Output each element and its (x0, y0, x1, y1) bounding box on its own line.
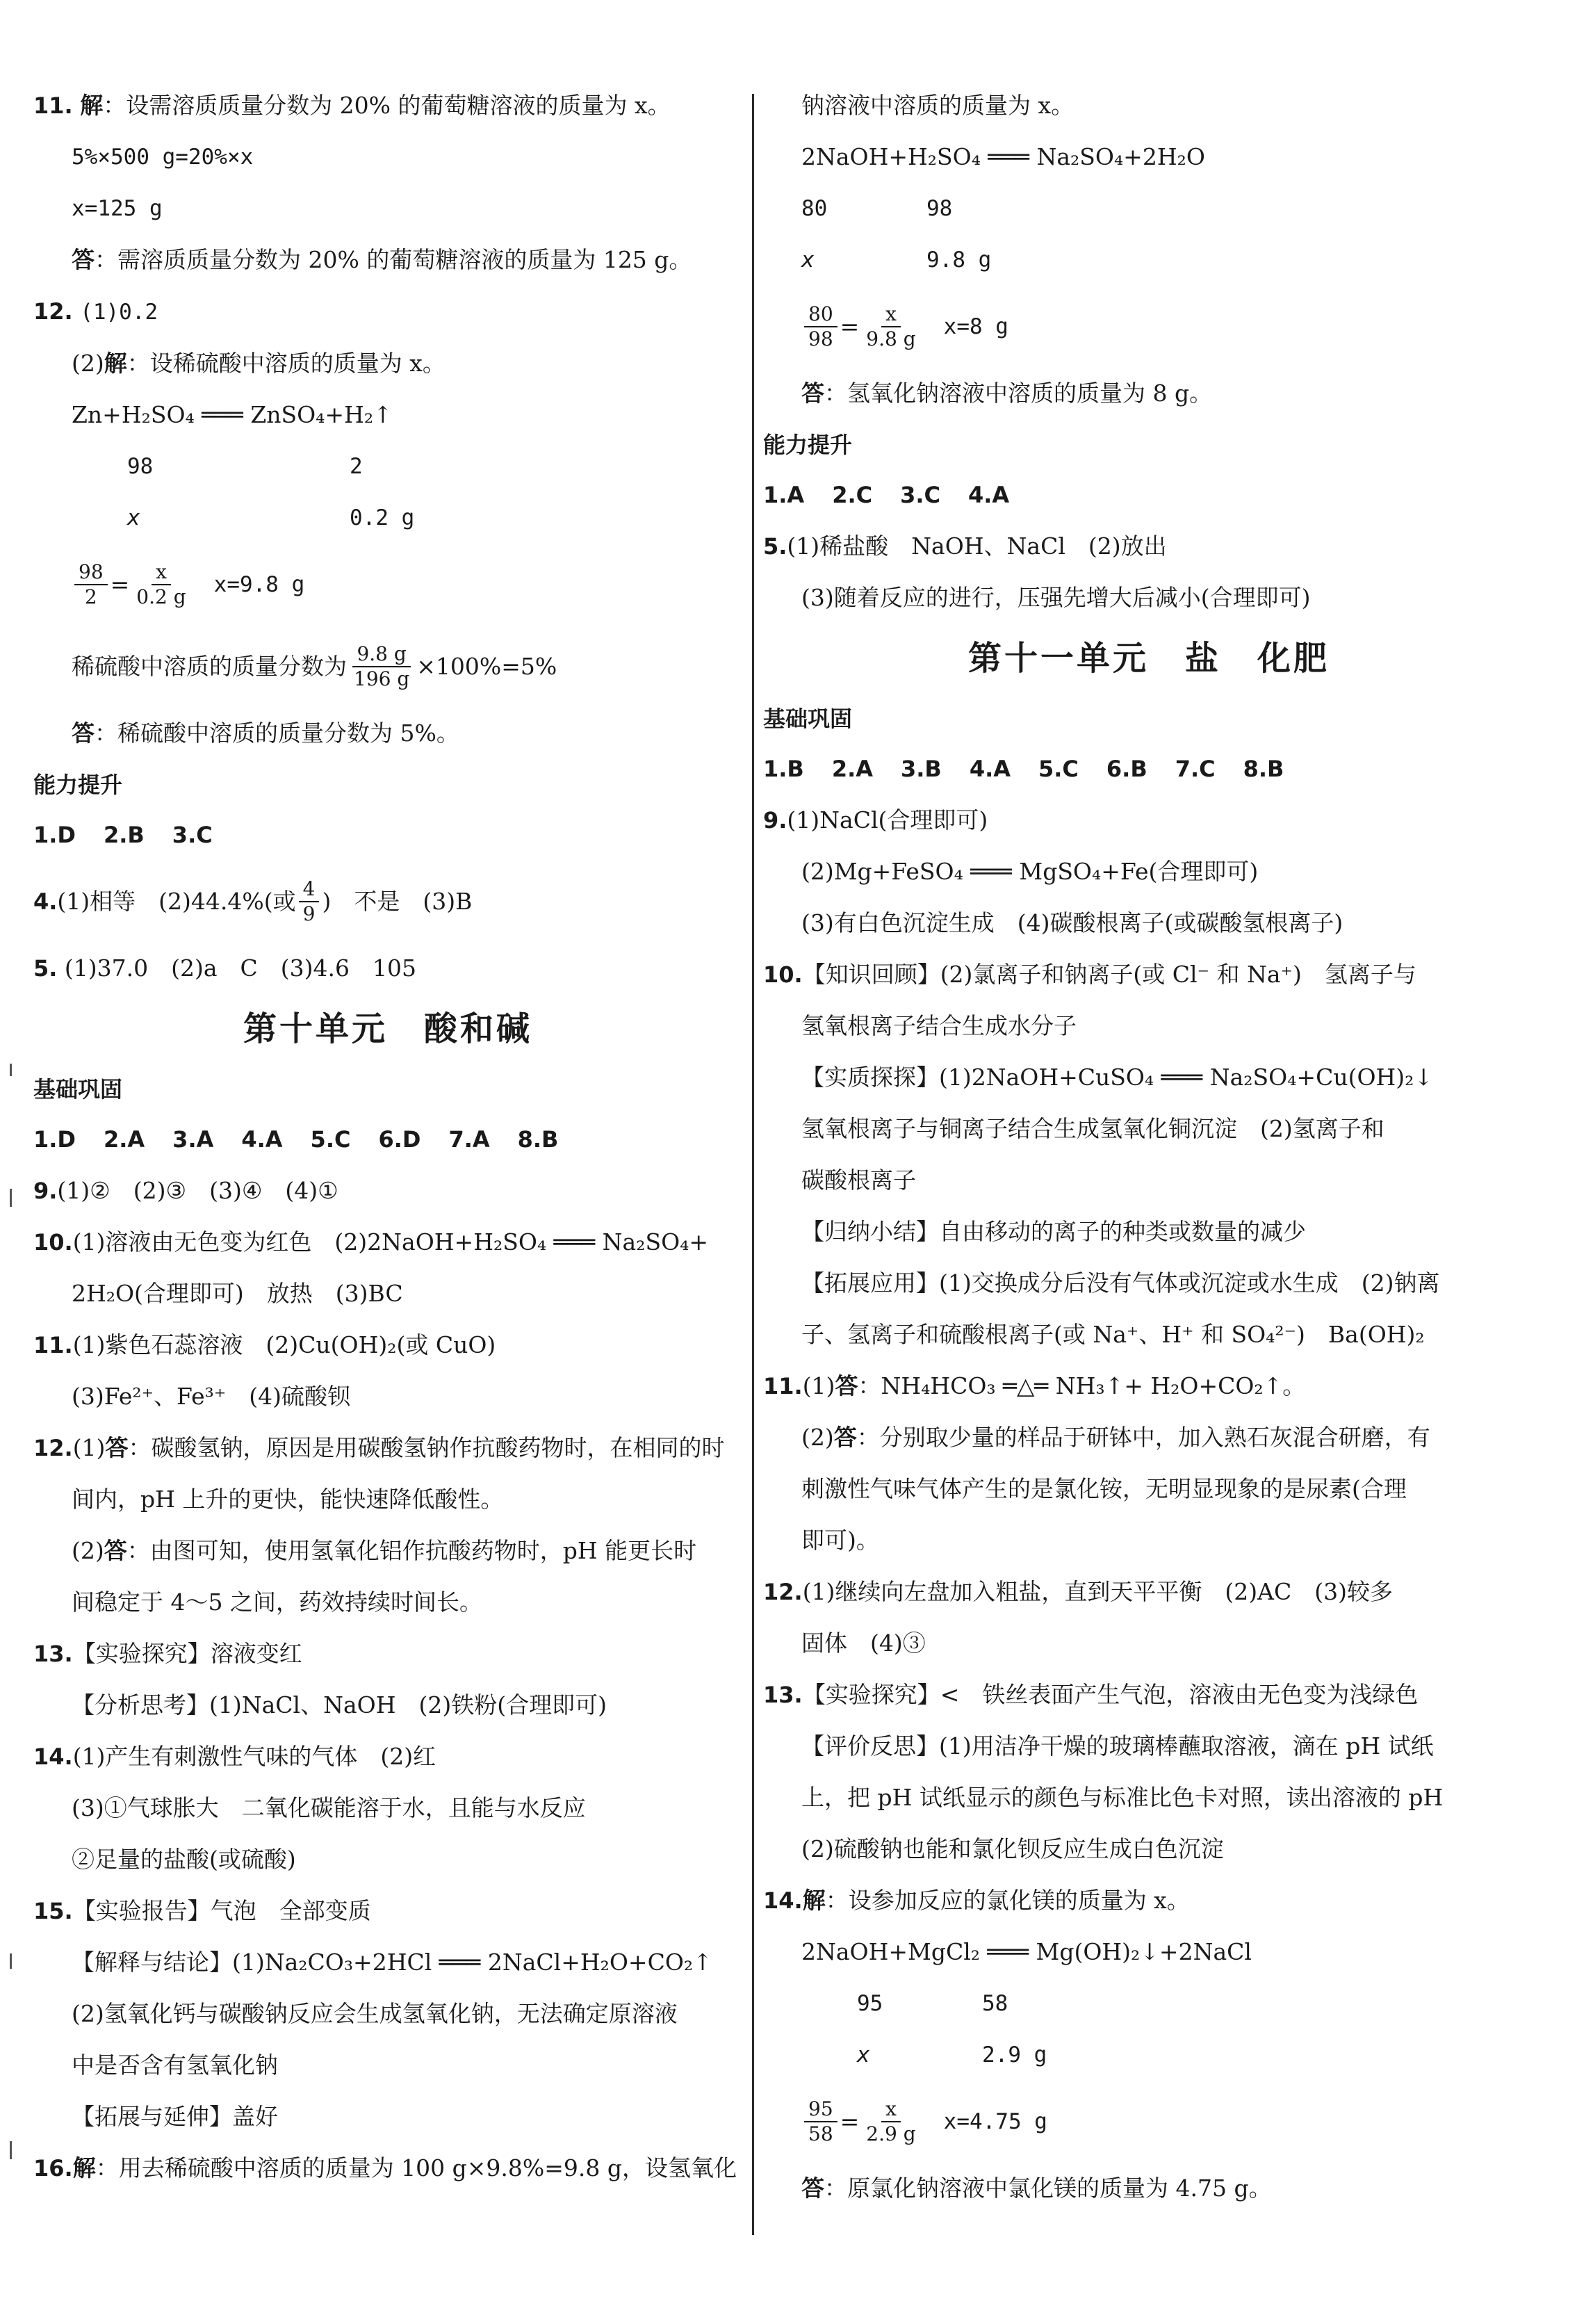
answer-10: 10.【知识回顾】(2)氯离子和钠离子(或 Cl⁻ 和 Na⁺) 氢离子与 (763, 961, 1416, 988)
answer-5: 5.(1)稀盐酸 NaOH、NaCl (2)放出 (763, 533, 1167, 560)
answer-line: ②足量的盐酸(或硫酸) (72, 1846, 296, 1873)
mcq-answers: 1.D 2.B 3.C (33, 822, 213, 848)
answer-line: (2)答：分别取少量的样品于研钵中，加入熟石灰混合研磨，有 (801, 1424, 1430, 1451)
margin-mark (10, 1064, 12, 1076)
right-column (763, 90, 1535, 2225)
mass-row: 80 98 (801, 196, 953, 221)
answer-line: 间内，pH 上升的更快，能快速降低酸性。 (72, 1486, 504, 1513)
mcq-answers: 1.A 2.C 3.C 4.A (763, 482, 1010, 508)
answer-15: 15.【实验报告】气泡 全部变质 (33, 1897, 371, 1924)
answer-13: 13.【实验探究】< 铁丝表面产生气泡，溶液由无色变为浅绿色 (763, 1681, 1419, 1708)
mass-fraction: 稀硫酸中溶质的质量分数为 $\frac{9.8 g}{196 g}$ ×100%=5% (72, 642, 557, 690)
answer-line: 上，把 pH 试纸显示的颜色与标准比色卡对照，读出溶液的 pH (801, 1784, 1444, 1811)
answer-line: (3)随着反应的进行，压强先增大后减小(合理即可) (801, 584, 1311, 611)
answer-line: 【归纳小结】自由移动的离子的种类或数量的减少 (801, 1218, 1306, 1245)
answer-line: 氢氧根离子与铜离子结合生成氢氧化铜沉淀 (2)氢离子和 (801, 1115, 1384, 1142)
ratio-equation: $\frac{80}{98}$ = $\frac{x}{9.8 g}$ x=8 g (763, 296, 1535, 357)
equation: x=125 g (72, 196, 163, 221)
answer-statement: 答：稀硫酸中溶质的质量分数为 5%。 (72, 720, 459, 747)
chemical-equation: Zn+H₂SO₄ ═══ ZnSO₄+H₂↑ (72, 401, 393, 428)
section-title: 基础巩固 (763, 706, 853, 732)
answer-line: (2)氢氧化钙与碳酸钠反应会生成氢氧化钠，无法确定原溶液 (72, 2000, 678, 2027)
answer-line: 【拓展应用】(1)交换成分后没有气体或沉淀或水生成 (2)钠离 (801, 1269, 1440, 1297)
section-title: 能力提升 (763, 432, 853, 458)
answer-line: 间稳定于 4～5 之间，药效持续时间长。 (72, 1588, 482, 1616)
answer-10: 10.(1)溶液由无色变为红色 (2)2NaOH+H₂SO₄ ═══ Na₂SO₄+ (33, 1228, 709, 1256)
answer-11: 11. 解：设需溶质质量分数为 20% 的葡萄糖溶液的质量为 x。 (33, 92, 671, 119)
answer-11: 11.(1)答：NH₄HCO₃ ═△═ NH₃↑+ H₂O+CO₂↑。 (763, 1372, 1306, 1399)
margin-mark (10, 2141, 12, 2159)
answer-line: 即可)。 (801, 1527, 879, 1554)
answer-line: (2)答：由图可知，使用氢氧化铝作抗酸药物时，pH 能更长时 (72, 1537, 697, 1564)
mass-row: 95 58 (857, 1991, 1008, 2016)
answer-line: (3)①气球胀大 二氧化碳能溶于水，且能与水反应 (72, 1794, 586, 1821)
answer-14: 14.(1)产生有刺激性气味的气体 (2)红 (33, 1743, 436, 1770)
answer-line: 中是否含有氢氧化钠 (72, 2051, 278, 2079)
ratio-equation: $\frac{98}{2}$ = $\frac{x}{0.2 g}$ x=9.8 g (33, 554, 742, 615)
section-title: 能力提升 (33, 772, 123, 798)
answer-line: 【评价反思】(1)用洁净干燥的玻璃棒蘸取溶液，滴在 pH 试纸 (801, 1732, 1434, 1760)
mass-row: x 2.9 g (857, 2042, 1047, 2067)
answer-statement: 答：原氯化钠溶液中氯化镁的质量为 4.75 g。 (801, 2175, 1272, 2202)
answer-line: 子、氢离子和硫酸根离子(或 Na⁺、H⁺ 和 SO₄²⁻) Ba(OH)₂ (801, 1321, 1425, 1348)
answer-statement: 答：需溶质质量分数为 20% 的葡萄糖溶液的质量为 125 g。 (72, 246, 692, 273)
answer-11: 11.(1)紫色石蕊溶液 (2)Cu(OH)₂(或 CuO) (33, 1331, 496, 1358)
mass-row: x 0.2 g (127, 505, 415, 530)
answer-9: 9.(1)NaCl(合理即可) (763, 806, 988, 834)
answer-line: 固体 (4)③ (801, 1630, 926, 1657)
answer-line: 【实质探探】(1)2NaOH+CuSO₄ ═══ Na₂SO₄+Cu(OH)₂↓ (801, 1064, 1434, 1091)
answer-line: 钠溶液中溶质的质量为 x。 (801, 92, 1075, 119)
chemical-equation: 2NaOH+H₂SO₄ ═══ Na₂SO₄+2H₂O (801, 143, 1205, 170)
margin-mark (10, 1953, 12, 1969)
answer-line: (2)Mg+FeSO₄ ═══ MgSO₄+Fe(合理即可) (801, 858, 1259, 885)
mass-row: 98 2 (127, 454, 363, 479)
answer-line: 【解释与结论】(1)Na₂CO₃+2HCl ═══ 2NaCl+H₂O+CO₂↑ (72, 1949, 712, 1976)
answer-line: 氢氧根离子结合生成水分子 (801, 1012, 1077, 1039)
answer-13: 13.【实验探究】溶液变红 (33, 1640, 302, 1667)
answer-12: 12.(1)答：碳酸氢钠，原因是用碳酸氢钠作抗酸药物时，在相同的时 (33, 1434, 725, 1461)
chemical-equation: 2NaOH+MgCl₂ ═══ Mg(OH)₂↓+2NaCl (801, 1938, 1252, 1965)
equation: 5%×500 g=20%×x (72, 145, 254, 170)
answer-line: 碳酸根离子 (801, 1167, 916, 1194)
mcq-answers: 1.B 2.A 3.B 4.A 5.C 6.B 7.C 8.B (763, 756, 1284, 782)
section-title: 基础巩固 (33, 1076, 123, 1103)
ratio-equation: $\frac{95}{58}$ = $\frac{x}{2.9 g}$ x=4.75 g (763, 2091, 1535, 2152)
answer-14: 14.解：设参加反应的氯化镁的质量为 x。 (763, 1887, 1190, 1914)
left-column (33, 90, 742, 2204)
answer-line: 【分析思考】(1)NaCl、NaOH (2)铁粉(合理即可) (72, 1691, 607, 1718)
answer-12: 12.(1)继续向左盘加入粗盐，直到天平平衡 (2)AC (3)较多 (763, 1578, 1394, 1605)
answer-12-part2: (2)解：设稀硫酸中溶质的质量为 x。 (72, 350, 446, 377)
mass-row: x 9.8 g (801, 247, 992, 273)
answer-statement: 答：氢氧化钠溶液中溶质的质量为 8 g。 (801, 380, 1213, 407)
answer-5: 5. (1)37.0 (2)a C (3)4.6 105 (33, 954, 417, 982)
answer-line: 2H₂O(合理即可) 放热 (3)BC (72, 1280, 403, 1307)
answer-line: 刺激性气味气体产生的是氯化铵，无明显现象的是尿素(合理 (801, 1475, 1407, 1502)
answer-16: 16.解：用去稀硫酸中溶质的质量为 100 g×9.8%=9.8 g，设氢氧化 (33, 2154, 737, 2181)
margin-mark (10, 1189, 12, 1207)
unit-title: 第十单元 酸和碱 (243, 1009, 532, 1048)
answer-line: (3)有白色沉淀生成 (4)碳酸根离子(或碳酸氢根离子) (801, 909, 1343, 936)
answer-4: 4. (1)相等 (2)44.4%(或 $\frac{4}{9}$ ) 不是 (3)B (33, 877, 473, 925)
answer-line: (3)Fe²⁺、Fe³⁺ (4)硫酸钡 (72, 1383, 351, 1410)
answer-line: 【拓展与延伸】盖好 (72, 2103, 278, 2130)
answer-9: 9.(1)② (2)③ (3)④ (4)① (33, 1177, 338, 1204)
answer-12: 12. (1)0.2 (33, 298, 158, 325)
unit-title: 第十一单元 盐 化肥 (967, 639, 1330, 678)
answer-line: (2)硫酸钠也能和氯化钡反应生成白色沉淀 (801, 1835, 1224, 1862)
column-divider (752, 94, 754, 2235)
mcq-answers: 1.D 2.A 3.A 4.A 5.C 6.D 7.A 8.B (33, 1126, 559, 1153)
